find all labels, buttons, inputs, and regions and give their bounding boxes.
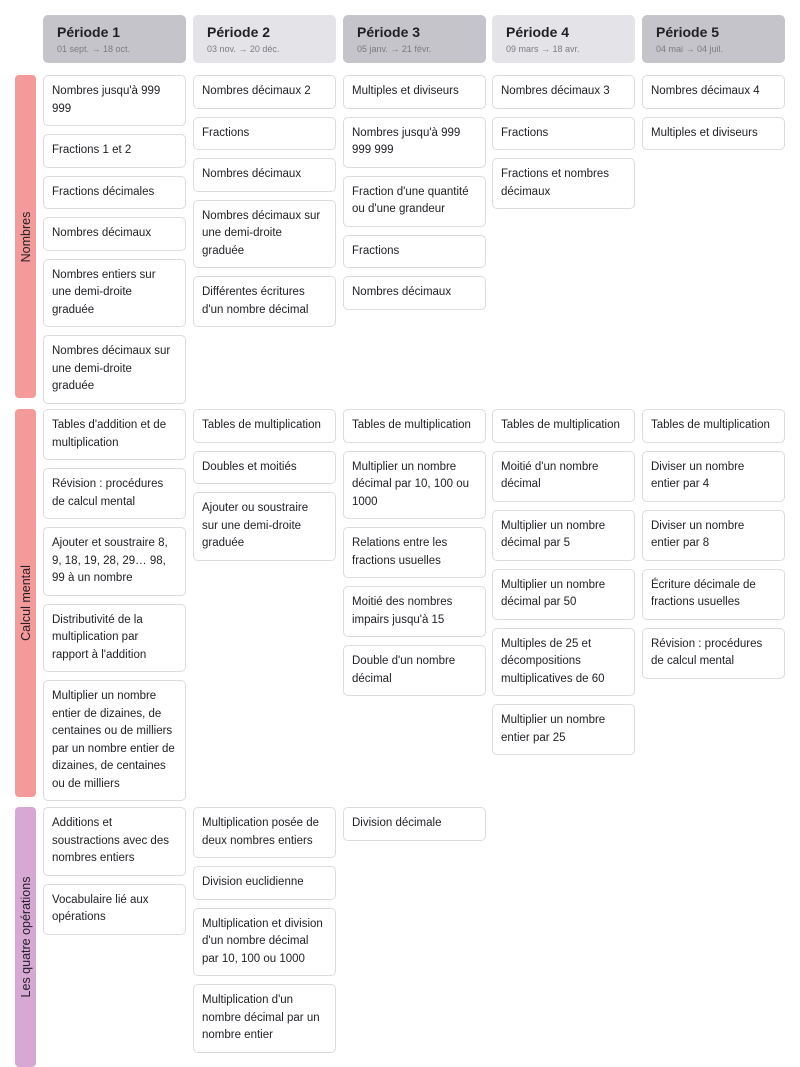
lesson-card[interactable]: Tables de multiplication — [492, 409, 635, 443]
card-column — [43, 807, 186, 935]
lesson-card[interactable]: Fractions 1 et 2 — [43, 134, 186, 168]
period-dates: 09 mars → 18 avr. — [506, 44, 580, 54]
lesson-card[interactable]: Double d'un nombre décimal — [343, 645, 486, 696]
lesson-card[interactable]: Ajouter ou soustraire sur une demi-droite graduée — [193, 492, 336, 561]
lesson-card[interactable]: Fractions — [193, 117, 336, 151]
lesson-card[interactable]: Additions et soustractions avec des nombres entiers — [43, 807, 186, 876]
lesson-card[interactable]: Nombres décimaux 2 — [193, 75, 336, 109]
period-title: Période 5 — [656, 24, 720, 40]
lesson-card[interactable]: Division décimale — [343, 807, 486, 841]
lesson-card[interactable]: Multiples et diviseurs — [642, 117, 785, 151]
domain-label: Calcul mental — [18, 565, 33, 641]
period-header-1[interactable] — [43, 15, 186, 63]
period-title: Période 3 — [357, 24, 421, 40]
card-column — [343, 75, 486, 310]
period-dates: 03 nov. → 20 déc. — [207, 44, 280, 54]
lesson-card[interactable]: Multiplier un nombre décimal par 50 — [492, 569, 635, 620]
lesson-card[interactable]: Multiples et diviseurs — [343, 75, 486, 109]
lesson-card[interactable]: Multiplication posée de deux nombres entiers — [193, 807, 336, 858]
period-header-5[interactable] — [642, 15, 785, 63]
period-title: Période 1 — [57, 24, 121, 40]
lesson-card[interactable]: Vocabulaire lié aux opérations — [43, 884, 186, 935]
period-dates: 01 sept. → 18 oct. — [57, 44, 131, 54]
card-column — [642, 75, 785, 150]
lesson-card[interactable]: Nombres décimaux — [343, 276, 486, 310]
card-column — [343, 807, 486, 841]
card-column — [343, 409, 486, 696]
domain-band-nombres — [15, 75, 36, 398]
period-dates: 04 mai → 04 juil. — [656, 44, 724, 54]
card-column — [642, 409, 785, 679]
period-dates: 05 janv. → 21 févr. — [357, 44, 432, 54]
lesson-card[interactable]: Multiples de 25 et décompositions multiplicatives de 60 — [492, 628, 635, 697]
card-column — [43, 75, 186, 404]
domain-label: Nombres — [18, 211, 33, 262]
lesson-card[interactable]: Diviser un nombre entier par 8 — [642, 510, 785, 561]
lesson-card[interactable]: Nombres décimaux 4 — [642, 75, 785, 109]
period-header-3[interactable] — [343, 15, 486, 63]
lesson-card[interactable]: Division euclidienne — [193, 866, 336, 900]
lesson-card[interactable]: Doubles et moitiés — [193, 451, 336, 485]
lesson-card[interactable]: Nombres jusqu'à 999 999 999 — [343, 117, 486, 168]
period-title: Période 2 — [207, 24, 271, 40]
card-column — [193, 75, 336, 327]
lesson-card[interactable]: Diviser un nombre entier par 4 — [642, 451, 785, 502]
lesson-card[interactable]: Tables de multiplication — [343, 409, 486, 443]
domain-band-calcul-mental — [15, 409, 36, 797]
lesson-card[interactable]: Nombres jusqu'à 999 999 — [43, 75, 186, 126]
lesson-card[interactable]: Multiplication d'un nombre décimal par un nombre entier — [193, 984, 336, 1053]
lesson-card[interactable]: Tables d'addition et de multiplication — [43, 409, 186, 460]
lesson-card[interactable]: Multiplication et division d'un nombre décimal par 10, 100 ou 1000 — [193, 908, 336, 977]
lesson-card[interactable]: Moitié d'un nombre décimal — [492, 451, 635, 502]
card-column — [193, 409, 336, 561]
lesson-card[interactable]: Moitié des nombres impairs jusqu'à 15 — [343, 586, 486, 637]
lesson-card[interactable]: Différentes écritures d'un nombre décimal — [193, 276, 336, 327]
lesson-card[interactable]: Fractions — [492, 117, 635, 151]
card-column — [43, 409, 186, 801]
lesson-card[interactable]: Tables de multiplication — [193, 409, 336, 443]
lesson-card[interactable]: Révision : procédures de calcul mental — [43, 468, 186, 519]
lesson-card[interactable]: Fractions — [343, 235, 486, 269]
lesson-card[interactable]: Nombres décimaux — [43, 217, 186, 251]
lesson-card[interactable]: Nombres décimaux 3 — [492, 75, 635, 109]
lesson-card[interactable]: Tables de multiplication — [642, 409, 785, 443]
lesson-card[interactable]: Ajouter et soustraire 8, 9, 18, 19, 28, 29… 98, 99 à un nombre — [43, 527, 186, 596]
lesson-card[interactable]: Multiplier un nombre décimal par 10, 100 ou 1000 — [343, 451, 486, 520]
lesson-card[interactable]: Nombres décimaux sur une demi-droite graduée — [193, 200, 336, 269]
lesson-card[interactable]: Multiplier un nombre entier par 25 — [492, 704, 635, 755]
period-header-4[interactable] — [492, 15, 635, 63]
period-header-2[interactable] — [193, 15, 336, 63]
lesson-card[interactable]: Nombres décimaux — [193, 158, 336, 192]
lesson-card[interactable]: Écriture décimale de fractions usuelles — [642, 569, 785, 620]
lesson-card[interactable]: Multiplier un nombre décimal par 5 — [492, 510, 635, 561]
lesson-card[interactable]: Multiplier un nombre entier de dizaines, de centaines ou de milliers par un nombre entier de dizaines, de centaines ou de milliers — [43, 680, 186, 801]
lesson-card[interactable]: Relations entre les fractions usuelles — [343, 527, 486, 578]
period-title: Période 4 — [506, 24, 570, 40]
domain-band-quatre-operations — [15, 807, 36, 1067]
lesson-card[interactable]: Nombres décimaux sur une demi-droite graduée — [43, 335, 186, 404]
lesson-card[interactable]: Distributivité de la multiplication par rapport à l'addition — [43, 604, 186, 673]
lesson-card[interactable]: Fraction d'une quantité ou d'une grandeur — [343, 176, 486, 227]
card-column — [492, 409, 635, 755]
card-column — [492, 75, 635, 209]
lesson-card[interactable]: Fractions et nombres décimaux — [492, 158, 635, 209]
card-column — [193, 807, 336, 1053]
lesson-card[interactable]: Fractions décimales — [43, 176, 186, 210]
domain-label: Les quatre opérations — [18, 876, 33, 998]
lesson-card[interactable]: Révision : procédures de calcul mental — [642, 628, 785, 679]
lesson-card[interactable]: Nombres entiers sur une demi-droite graduée — [43, 259, 186, 328]
